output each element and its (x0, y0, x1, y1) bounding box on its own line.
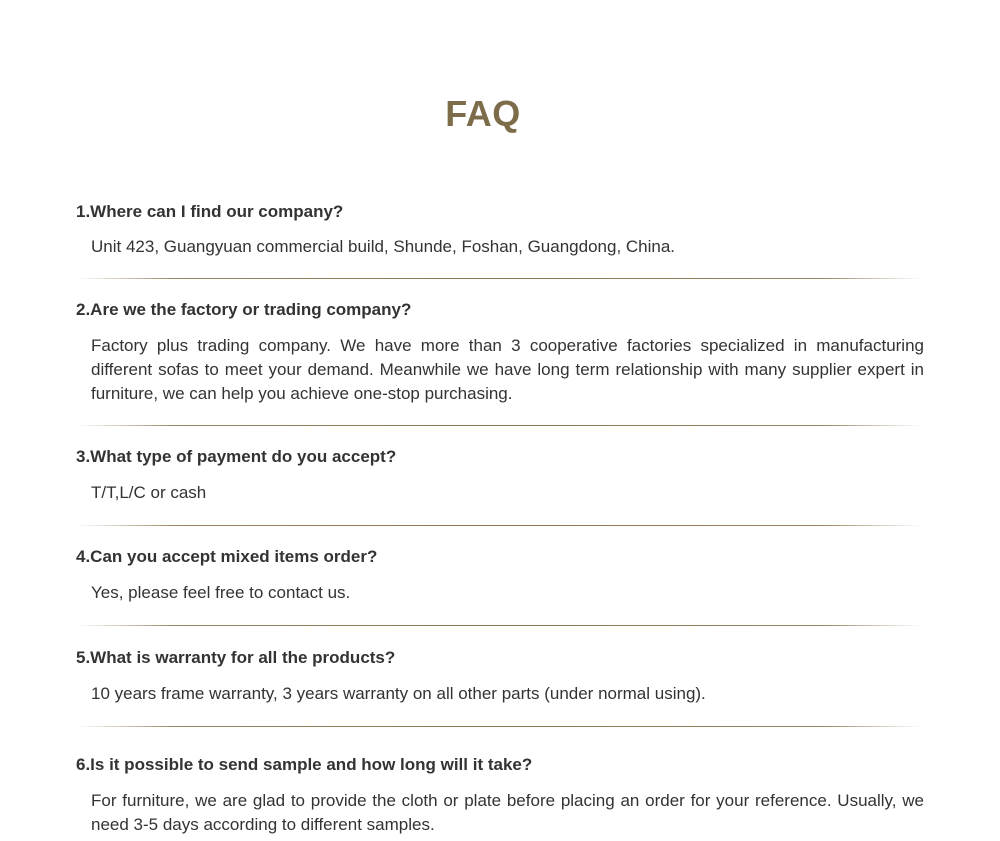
faq-answer: For furniture, we are glad to provide the cloth or plate before placing an order for your reference. Usually, we need 3-5 days according to different samples. (91, 791, 924, 834)
faq-item-6 (76, 755, 924, 837)
faq-item-5 (76, 648, 924, 706)
faq-question: 2.Are we the factory or trading company? (76, 300, 412, 319)
faq-question: 1.Where can I find our company? (76, 202, 344, 221)
faq-item-4 (76, 547, 924, 605)
faq-question: 4.Can you accept mixed items order? (76, 547, 378, 566)
faq-item-3 (76, 447, 924, 505)
faq-divider (76, 726, 922, 727)
page-title: FAQ (445, 93, 521, 134)
faq-item-1 (76, 202, 924, 259)
faq-answer: Unit 423, Guangyuan commercial build, Shunde, Foshan, Guangdong, China. (91, 237, 676, 256)
faq-answer: 10 years frame warranty, 3 years warranty on all other parts (under normal using). (91, 684, 706, 703)
faq-item-2 (76, 300, 924, 406)
faq-divider (76, 278, 922, 279)
faq-question: 6.Is it possible to send sample and how long will it take? (76, 755, 533, 774)
faq-divider (76, 525, 922, 526)
faq-divider (76, 625, 922, 626)
faq-answer: Yes, please feel free to contact us. (91, 583, 351, 602)
faq-answer: T/T,L/C or cash (91, 483, 207, 502)
faq-answer: Factory plus trading company. We have more than 3 cooperative factories specialized in manufacturing different sofas to meet your demand. Meanwhile we have long term relationship with many supplier expert in furniture, we can help you achieve one-stop purchasing. (91, 336, 924, 403)
faq-question: 5.What is warranty for all the products? (76, 648, 396, 667)
faq-question: 3.What type of payment do you accept? (76, 447, 397, 466)
faq-divider (76, 425, 922, 426)
